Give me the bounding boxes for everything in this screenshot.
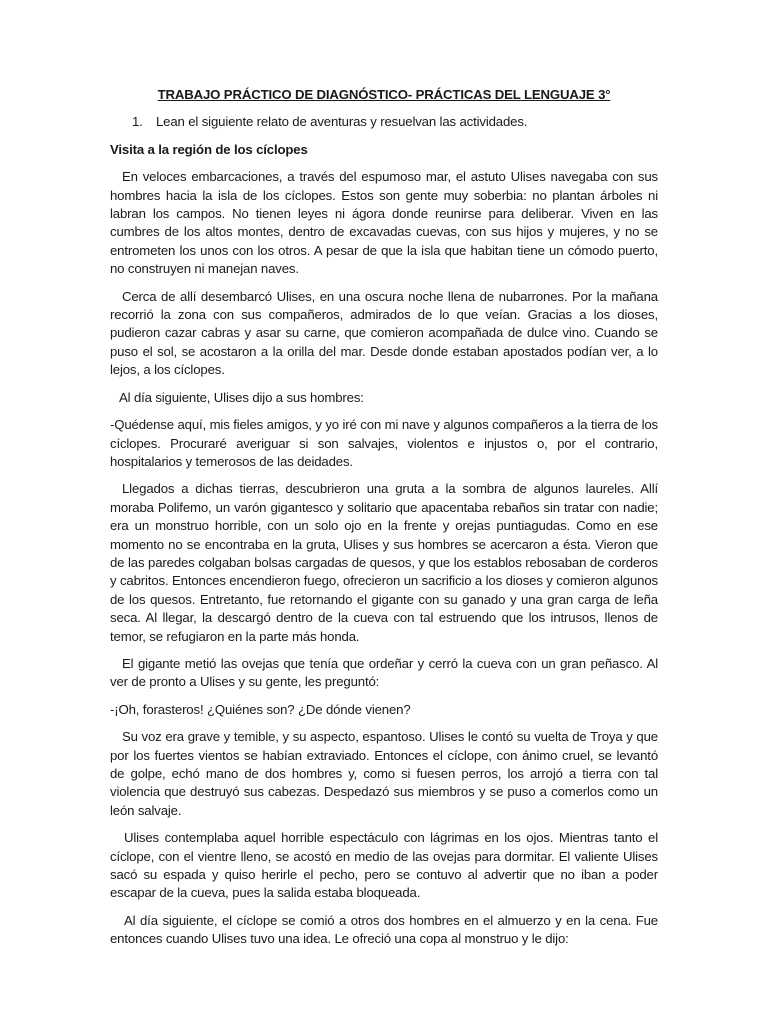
story-paragraph: -Quédense aquí, mis fieles amigos, y yo iré con mi nave y algunos compañeros a la tierra de los cíclopes. Procuraré averiguar si son salvajes, violentos e injustos o, por el contrario, hospitalarios y temerosos de las deidades. (110, 417, 658, 469)
instruction-item (110, 113, 658, 131)
story-paragraph: Llegados a dichas tierras, descubrieron una gruta a la sombra de algunos laureles. Allí moraba Polifemo, un varón gigantesco y solitario que apacentaba rebaños sin tratar con nadie; era un monstruo horrible, con un solo ojo en la frente y orejas puntiagudas. Como en ese momento no se encontraba en la gruta, Ulises y sus hombres se acercaron a ésta. Vieron que de las paredes colgaban bolsas cargadas de quesos, y que los establos rebosaban de corderos y cabritos. Entonces encendieron fuego, ofrecieron un sacrificio a los dioses y comieron algunos de los quesos. Entretanto, fue retornando el gigante con su ganado y una gran carga de leña seca. Al llegar, la descargó dentro de la cueva con tal estruendo que los intrusos, llenos de temor, se refugiaron en la parte más honda. (110, 481, 658, 644)
story-paragraph: Al día siguiente, Ulises dijo a sus hombres: (119, 389, 364, 405)
story-paragraph: El gigante metió las ovejas que tenía que ordeñar y cerró la cueva con un gran peñasco. Al ver de pronto a Ulises y su gente, les preguntó: (110, 655, 658, 690)
story-title: Visita a la región de los cíclopes (110, 141, 308, 157)
story-paragraph: -¡Oh, forasteros! ¿Quiénes son? ¿De dónde vienen? (110, 701, 411, 717)
document-title: TRABAJO PRÁCTICO DE DIAGNÓSTICO- PRÁCTICAS DEL LENGUAJE 3° (157, 87, 611, 102)
instruction-number: 1. (132, 114, 143, 130)
document-body (110, 86, 658, 958)
instruction-text: Lean el siguiente relato de aventuras y resuelvan las actividades. (156, 114, 528, 130)
story-paragraph: En veloces embarcaciones, a través del espumoso mar, el astuto Ulises navegaba con sus hombres hacia la isla de los cíclopes. Estos son gente muy soberbia: no plantan árboles ni labran los campos. No tienen leyes ni ágora donde reunirse para deliberar. Viven en las cumbres de los altos montes, dentro de excavadas cuevas, con sus hijos y mujeres, y no se entrometen los unos con los otros. A pesar de que la isla que habitan tiene un cómodo puerto, no construyen ni manejan naves. (110, 169, 658, 277)
story-paragraph: Al día siguiente, el cíclope se comió a otros dos hombres en el almuerzo y en la cena. Fue entonces cuando Ulises tuvo una idea. Le ofreció una copa al monstruo y le dijo: (110, 912, 658, 947)
story-paragraph: Ulises contemplaba aquel horrible espectáculo con lágrimas en los ojos. Mientras tanto el cíclope, con el vientre lleno, se acostó en medio de las ovejas para dormitar. El valiente Ulises sacó su espada y quiso herirle el pecho, pero se contuvo al advertir que no iban a poder escapar de la cueva, pues la salida estaba bloqueada. (110, 830, 658, 901)
story-paragraph: Su voz era grave y temible, y su aspecto, espantoso. Ulises le contó su vuelta de Troya y que por los fuertes vientos se habían extraviado. Entonces el cíclope, con ánimo cruel, se levantó de golpe, echó mano de dos hombres y, como si fuesen perros, los arrojó a tierra con tal violencia que destruyó sus cabezas. Despedazó sus miembros y se puso a comerlos como un león salvaje. (110, 729, 658, 818)
story-paragraph: Cerca de allí desembarcó Ulises, en una oscura noche llena de nubarrones. Por la mañana recorrió la zona con sus compañeros, admirados de lo que veían. Gracias a los dioses, pudieron cazar cabras y asar su carne, que comieron acompañada de dulce vino. Cuando se puso el sol, se acostaron a la orilla del mar. Desde donde estaban apostados podían ver, a lo lejos, a los cíclopes. (110, 288, 658, 378)
